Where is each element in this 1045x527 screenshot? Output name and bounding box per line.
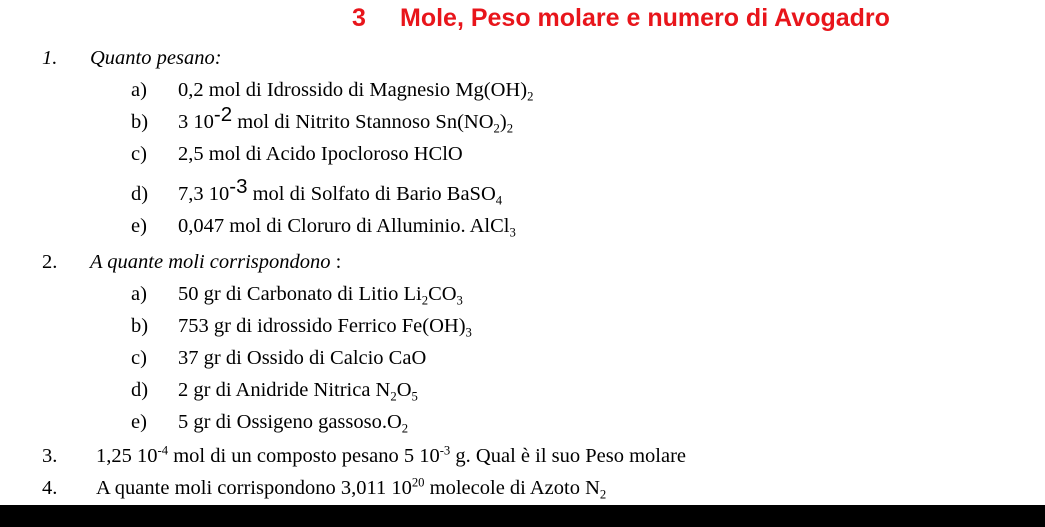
question-1-prompt: Quanto pesano:	[90, 47, 222, 69]
question-4-text: A quante moli corrispondono 3,011 $10^{20}$ molecole di Azoto $N_2$	[96, 475, 607, 502]
q2-item-b: 753 gr di idrossido Ferrico $Fe(OH)_3$	[178, 315, 472, 340]
section-title-text: Mole, Peso molare e numero di Avogadro	[400, 4, 890, 32]
bottom-black-bar	[0, 505, 1045, 527]
q1-item-d: 7,3 10-3 mol di Solfato di Bario BaSO$_4$	[178, 174, 503, 208]
q1-item-a-letter: a)	[131, 79, 147, 101]
q2-item-a: 50 gr di Carbonato di Litio $Li_2CO_3$	[178, 283, 463, 308]
section-title	[352, 4, 1032, 33]
q2-item-d-letter: d)	[131, 379, 149, 401]
q1-item-e-letter: e)	[131, 215, 147, 237]
question-4-number: 4.	[42, 477, 58, 499]
question-2-number: 2.	[42, 251, 58, 273]
q1-item-c: 2,5 mol di Acido Ipocloroso HClO	[178, 143, 463, 165]
q1-item-c-letter: c)	[131, 143, 147, 165]
question-2-prompt: A quante moli corrispondono :	[90, 251, 342, 273]
q2-item-c: 37 gr di Ossido di Calcio CaO	[178, 347, 427, 369]
q2-item-b-letter: b)	[131, 315, 149, 337]
section-number: 3	[352, 4, 366, 32]
q1-item-a: 0,2 mol di Idrossido di Magnesio $Mg(OH)_2$	[178, 79, 534, 104]
q1-item-d-letter: d)	[131, 183, 149, 205]
q1-item-b-letter: b)	[131, 111, 149, 133]
q2-item-d: 2 gr di Anidride Nitrica $N_2O_5$	[178, 379, 418, 404]
question-1-number: 1.	[42, 47, 58, 69]
q1-item-e: 0,047 mol di Cloruro di Alluminio. AlCl$_3$	[178, 215, 516, 240]
q2-item-e-letter: e)	[131, 411, 147, 433]
question-3-text: 1,25 $10^{-4}$ mol di un composto pesano 5 $10^{-3}$ g. Qual è il suo Peso molare	[96, 443, 687, 467]
question-3-number: 3.	[42, 445, 58, 467]
q2-item-c-letter: c)	[131, 347, 147, 369]
q1-item-b: 3 10-2 mol di Nitrito Stannoso $Sn(NO_2)_2$	[178, 102, 514, 136]
q2-item-a-letter: a)	[131, 283, 147, 305]
q2-item-e: 5 gr di Ossigeno $gassoso.O_2$	[178, 411, 409, 436]
